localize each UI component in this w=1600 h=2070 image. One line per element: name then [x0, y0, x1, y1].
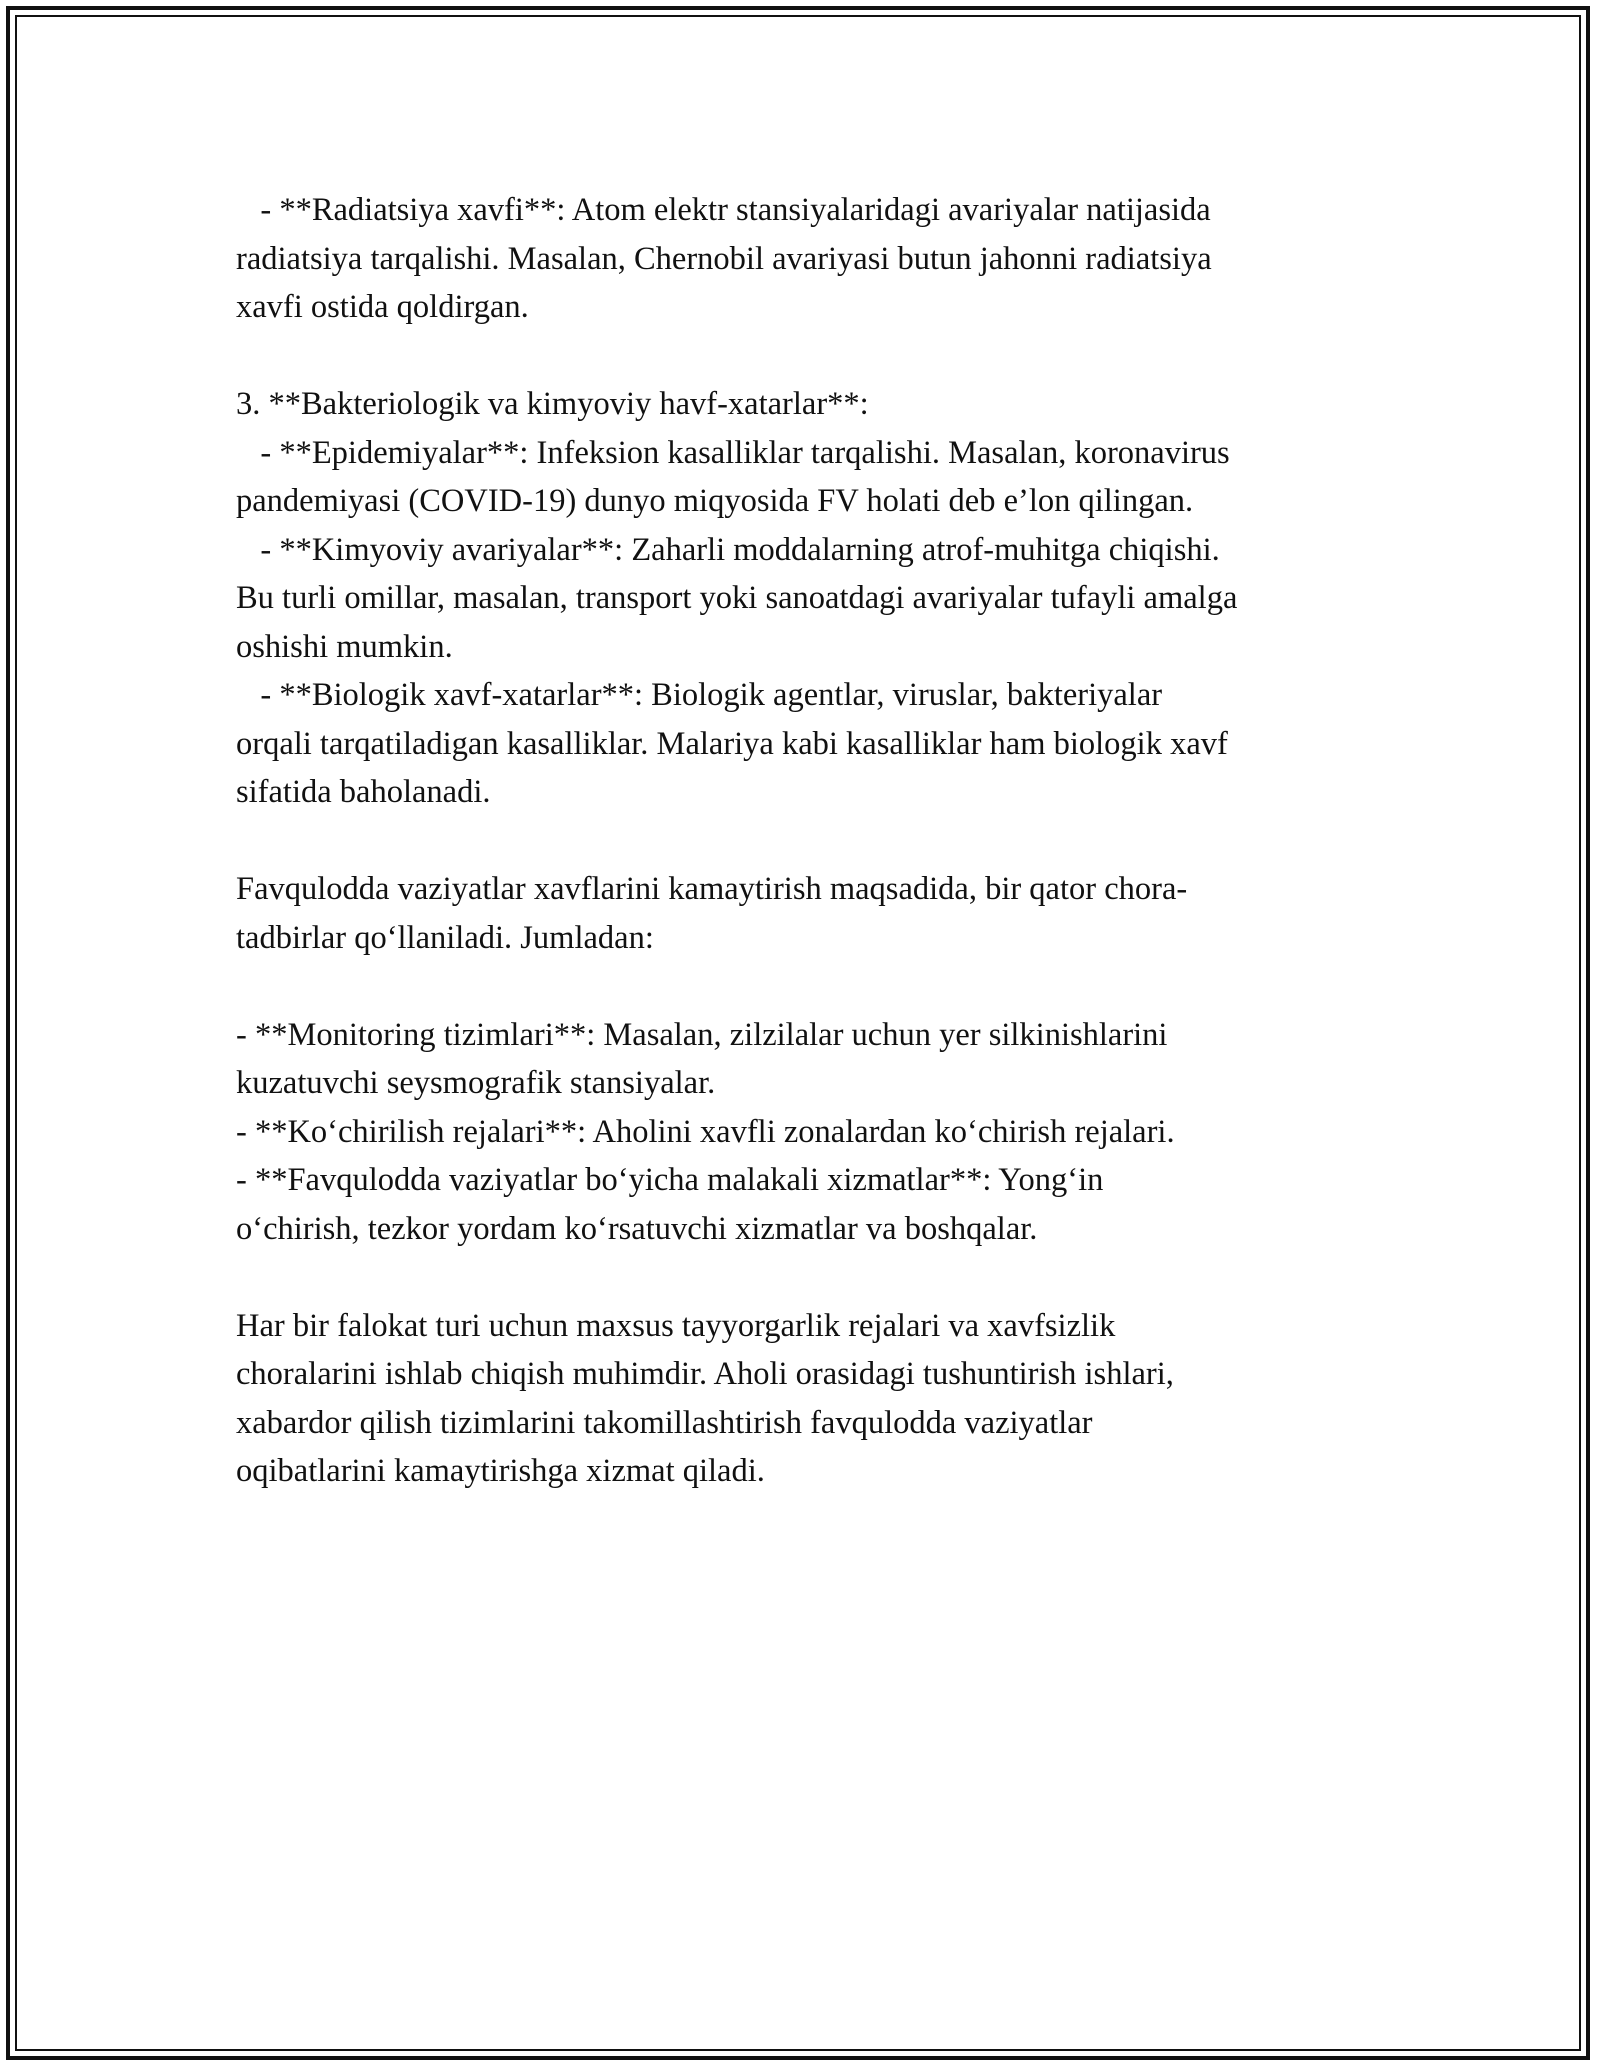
section-heading: 3. **Bakteriologik va kimyoviy havf-xatarlar**:	[236, 386, 869, 422]
blank-line	[236, 817, 1386, 866]
list-item: - **Monitoring tizimlari**: Masalan, zilzilalar uchun yer silkinishlarini	[236, 1016, 1168, 1053]
text-line: oqibatlarini kamaytirishga xizmat qiladi.	[236, 1453, 765, 1489]
text-line: orqali tarqatiladigan kasalliklar. Malariya kabi kasalliklar ham biologik xavf	[236, 725, 1228, 762]
document-body	[236, 186, 1386, 1496]
list-item: - **Favqulodda vaziyatlar bo‘yicha malakali xizmatlar**: Yong‘in	[236, 1162, 1104, 1198]
text-line: Har bir falokat turi uchun maxsus tayyorgarlik rejalari va xavfsizlik	[236, 1307, 1116, 1344]
text-line: - **Kimyoviy avariyalar**: Zaharli moddalarning atrof-muhitga chiqishi.	[236, 531, 1220, 568]
blank-line	[236, 962, 1386, 1011]
text-line: pandemiyasi (COVID-19) dunyo miqyosida FV holati deb e’lon qilingan.	[236, 483, 1194, 519]
text-line: xavfi ostida qoldirgan.	[236, 289, 529, 325]
text-line: - **Biologik xavf-xatarlar**: Biologik agentlar, viruslar, bakteriyalar	[236, 677, 1163, 713]
text-line: - **Epidemiyalar**: Infeksion kasalliklar tarqalishi. Masalan, koronavirus	[236, 434, 1230, 471]
text-line: Favqulodda vaziyatlar xavflarini kamaytirish maqsadida, bir qator chora-	[236, 871, 1188, 907]
list-item: - **Ko‘chirilish rejalari**: Aholini xavfli zonalardan ko‘chirish rejalari.	[236, 1113, 1175, 1150]
text-line: - **Radiatsiya xavfi**: Atom elektr stansiyalaridagi avariyalar natijasida	[236, 192, 1211, 228]
text-line: xabardor qilish tizimlarini takomillashtirish favqulodda vaziyatlar	[236, 1404, 1093, 1441]
text-line: oshishi mumkin.	[236, 628, 453, 665]
text-line: radiatsiya tarqalishi. Masalan, Chernobil avariyasi butun jahonni radiatsiya	[236, 240, 1212, 277]
text-line: Bu turli omillar, masalan, transport yoki sanoatdagi avariyalar tufayli amalga	[236, 580, 1238, 616]
blank-line	[236, 332, 1386, 381]
text-line: o‘chirish, tezkor yordam ko‘rsatuvchi xizmatlar va boshqalar.	[236, 1210, 1038, 1247]
blank-line	[236, 1253, 1386, 1302]
text-line: tadbirlar qo‘llaniladi. Jumladan:	[236, 919, 654, 956]
text-line: kuzatuvchi seysmografik stansiyalar.	[236, 1065, 716, 1101]
text-line: choralarini ishlab chiqish muhimdir. Aholi orasidagi tushuntirish ishlari,	[236, 1356, 1174, 1392]
text-line: sifatida baholanadi.	[236, 774, 491, 810]
